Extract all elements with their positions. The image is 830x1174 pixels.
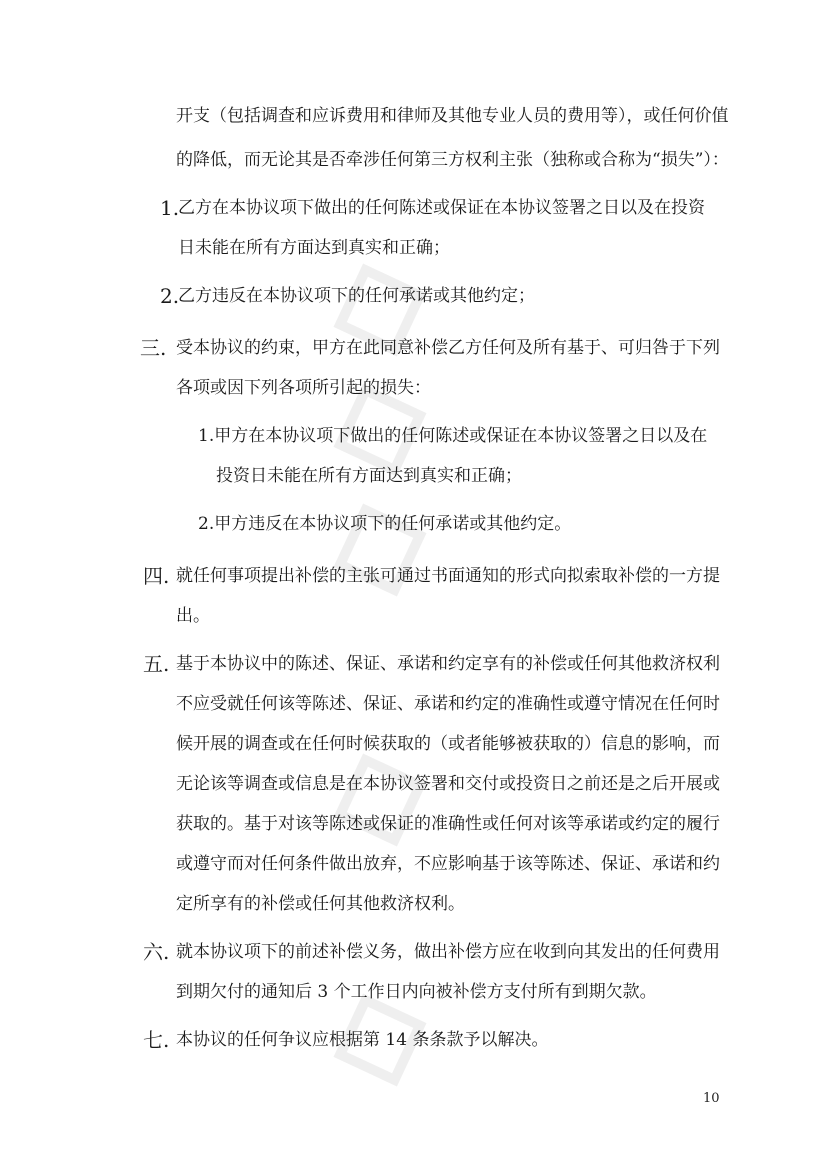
item-a2-line-1: 乙方违反在本协议项下的任何承诺或其他约定； — [178, 286, 535, 306]
section-3-item-2-line-1: 2.甲方违反在本协议项下的任何承诺或其他约定。 — [198, 514, 572, 534]
section-5-line-3: 候开展的调查或在任何时候获取的（或者能够被获取的）信息的影响，而 — [176, 734, 720, 754]
section-5-line-6: 或遵守而对任何条件做出放弃，不应影响基于该等陈述、保证、承诺和约 — [176, 854, 720, 874]
section-6-number: 六. — [143, 940, 170, 964]
section-4-line-1: 就任何事项提出补偿的主张可通过书面通知的形式向拟索取补偿的一方提 — [176, 566, 720, 586]
section-6-line-1: 就本协议项下的前述补偿义务，做出补偿方应在收到向其发出的任何费用 — [176, 942, 720, 962]
section-4-number: 四. — [143, 564, 170, 588]
section-7-line-1: 本协议的任何争议应根据第 14 条条款予以解决。 — [176, 1030, 549, 1050]
section-5-line-2: 不应受就任何该等陈述、保证、承诺和约定的准确性或遵守情况在任何时 — [176, 694, 720, 714]
section-3-item-1-line-2: 投资日未能在所有方面达到真实和正确； — [216, 466, 522, 486]
intro-line-1: 开支（包括调查和应诉费用和律师及其他专业人员的费用等），或任何价值 — [176, 106, 729, 126]
section-5-line-7: 定所享有的补偿或任何其他救济权利。 — [176, 894, 465, 914]
section-4-line-2: 出。 — [176, 606, 210, 626]
section-5-line-5: 获取的。基于对该等陈述或保证的准确性或任何对该等承诺或约定的履行 — [176, 814, 720, 834]
section-6-line-2: 到期欠付的通知后 3 个工作日内向被补偿方支付所有到期欠款。 — [176, 982, 657, 1002]
intro-line-2: 的降低，而无论其是否牵涉任何第三方权利主张（独称或合称为“损失”）： — [176, 150, 729, 170]
section-3-item-1-line-1: 1.甲方在本协议项下做出的任何陈述或保证在本协议签署之日以及在 — [198, 426, 708, 446]
item-a2-number: 2. — [160, 284, 180, 308]
item-a1-line-2: 日未能在所有方面达到真实和正确； — [178, 238, 450, 258]
section-5-line-4: 无论该等调查或信息是在本协议签署和交付或投资日之前还是之后开展或 — [176, 774, 720, 794]
section-3-line-2: 各项或因下列各项所引起的损失： — [176, 378, 431, 398]
section-5-line-1: 基于本协议中的陈述、保证、承诺和约定享有的补偿或任何其他救济权利 — [176, 654, 720, 674]
section-3-line-1: 受本协议的约束，甲方在此同意补偿乙方任何及所有基于、可归咎于下列 — [176, 338, 720, 358]
section-3-number: 三. — [140, 336, 167, 360]
item-a1-line-1: 乙方在本协议项下做出的任何陈述或保证在本协议签署之日以及在投资 — [178, 198, 705, 218]
section-5-number: 五. — [143, 652, 170, 676]
item-a1-number: 1. — [160, 196, 180, 220]
section-7-number: 七. — [143, 1028, 170, 1052]
page-number: 10 — [703, 1091, 720, 1106]
